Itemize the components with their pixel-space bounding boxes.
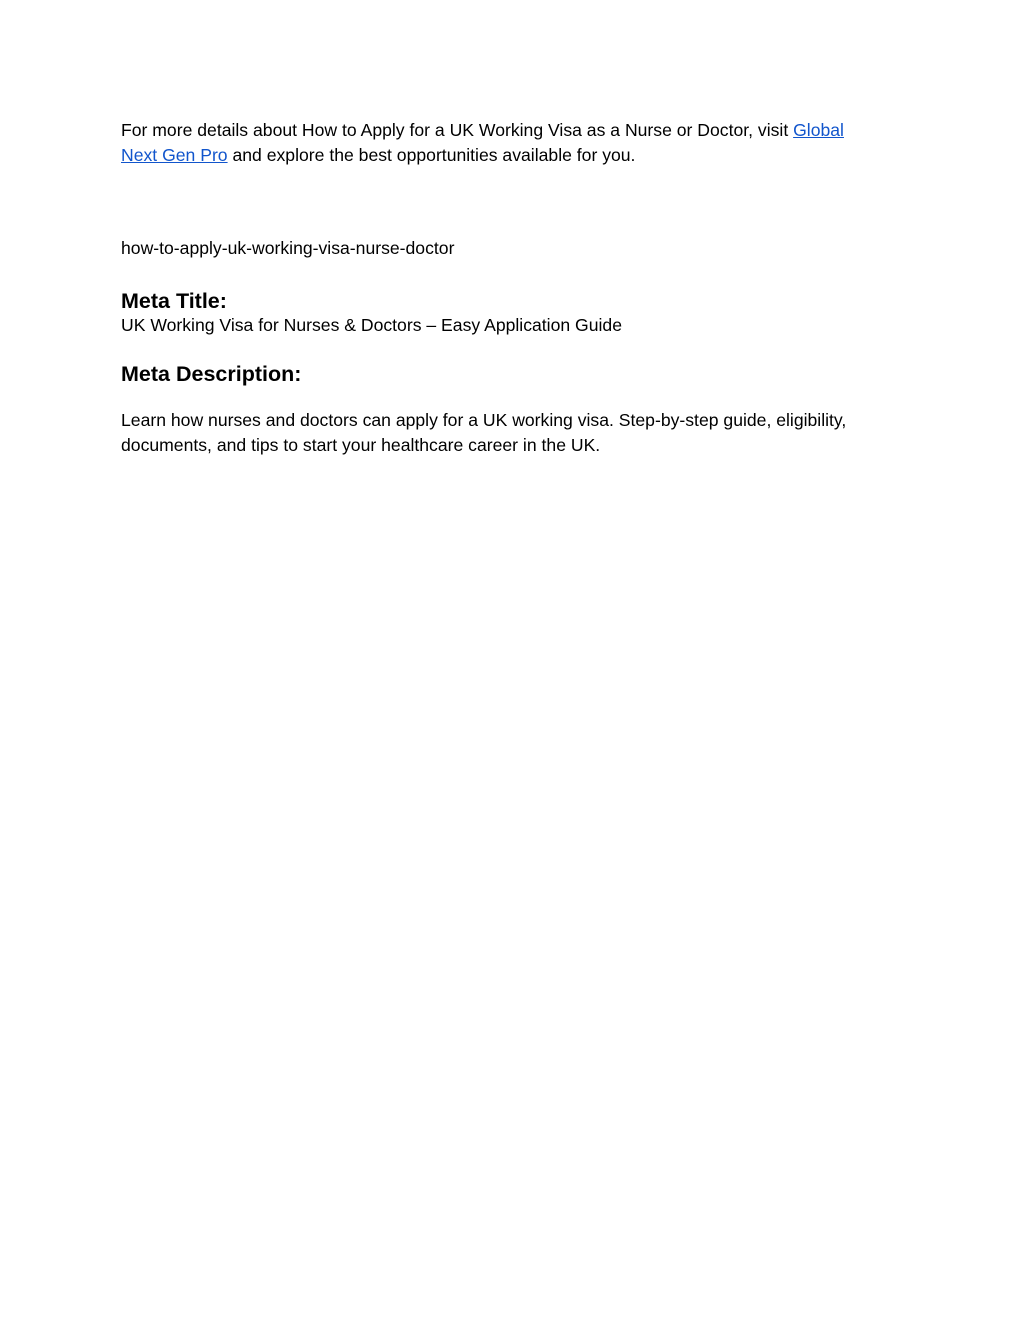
document-content: [121, 118, 891, 457]
link-text-line1: Global: [793, 120, 844, 140]
url-slug: how-to-apply-uk-working-visa-nurse-doctor: [121, 238, 455, 258]
meta-title-heading: Meta Title:: [121, 288, 227, 313]
intro-text-before: For more details about How to Apply for a UK Working Visa as a Nurse or Doctor, visit: [121, 120, 794, 140]
intro-text-after: and explore the best opportunities available for you.: [227, 144, 636, 165]
intro-paragraph: [121, 118, 891, 167]
meta-description-value: Learn how nurses and doctors can apply for a UK working visa. Step-by-step guide, eligibility, documents, and tips to start your healthcare career in the UK.: [121, 410, 847, 455]
meta-title-value: UK Working Visa for Nurses & Doctors – Easy Application Guide: [121, 314, 622, 335]
meta-description-heading: Meta Description:: [121, 362, 302, 386]
link-text-line2: Next Gen Pro: [121, 144, 228, 165]
